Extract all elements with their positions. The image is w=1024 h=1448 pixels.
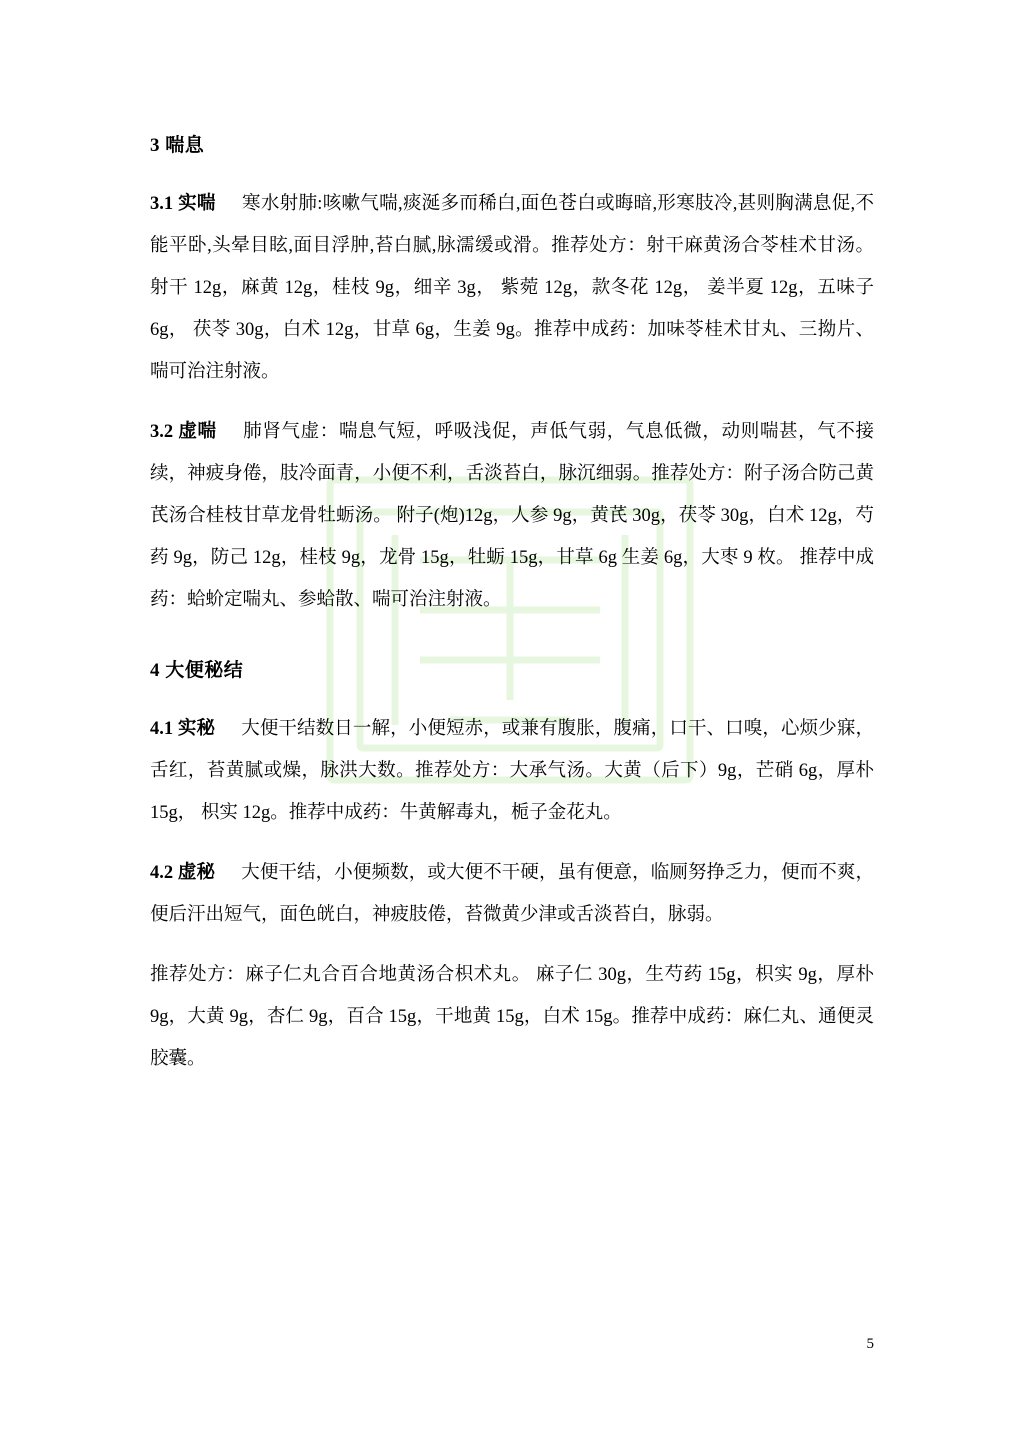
- section-heading-3: 3 喘息: [150, 135, 205, 156]
- page-number: 5: [866, 1336, 874, 1352]
- paragraph-3-1-text: 寒水射肺:咳嗽气喘,痰涎多而稀白,面色苍白或晦暗,形寒肢冷,甚则胸满息促,不能平卧,头晕目眩,面目浮肿,苔白腻,脉濡缓或滑。推荐处方：射干麻黄汤合苓桂术甘汤。 射干 12g，麻黄 12g，桂枝 9g，细辛 3g， 紫菀 12g，款冬花 12g， 姜半夏 12g，五味子 6g， 茯苓 30g，白术 12g，甘草 6g，生姜 9g。推荐中成药：加味苓桂术甘丸、三拗片、喘可治注射液。: [150, 194, 874, 382]
- paragraph-4-1: [150, 708, 874, 834]
- paragraph-4-1-text: 大便干结数日一解，小便短赤，或兼有腹胀，腹痛，口干、口嗅，心烦少寐，舌红，苔黄腻或燥，脉洪大数。推荐处方：大承气汤。大黄（后下）9g，芒硝 6g，厚朴 15g， 枳实 12g。推荐中成药：牛黄解毒丸，栀子金花丸。: [150, 719, 874, 823]
- paragraph-3-2-text: 肺肾气虚：喘息气短，呼吸浅促，声低气弱，气息低微，动则喘甚，气不接续，神疲身倦，肢冷面青，小便不利，舌淡苔白，脉沉细弱。推荐处方：附子汤合防己黄芪汤合桂枝甘草龙骨牡蛎汤。 附子(炮)12g，人参 9g，黄芪 30g，茯苓 30g，白术 12g，芍药 9g，防己 12g，桂枝 9g，龙骨 15g，牡蛎 15g，甘草 6g 生姜 6g，大枣 9 枚。 推荐中成药：蛤蚧定喘丸、参蛤散、喘可治注射液。: [150, 422, 874, 610]
- document-body: [150, 130, 874, 1080]
- paragraph-4-2-prescription-text: 推荐处方：麻子仁丸合百合地黄汤合枳术丸。 麻子仁 30g，生芍药 15g，枳实 9g，厚朴 9g，大黄 9g，杏仁 9g，百合 15g，干地黄 15g，白术 15g。推荐中成药：麻仁丸、通便灵胶囊。: [150, 965, 874, 1069]
- paragraph-4-2-prescription: [150, 954, 874, 1080]
- paragraph-4-2-text: 大便干结，小便频数，或大便不干硬，虽有便意，临厕努挣乏力，便而不爽，便后汗出短气，面色㿠白，神疲肢倦，苔微黄少津或舌淡苔白，脉弱。: [150, 863, 874, 925]
- paragraph-3-2: [150, 411, 874, 621]
- paragraph-4-2-lead: 4.2 虚秘: [150, 863, 216, 883]
- section-heading-4: 4 大便秘结: [150, 660, 244, 681]
- paragraph-4-2: [150, 852, 874, 936]
- paragraph-4-1-lead: 4.1 实秘: [150, 719, 216, 739]
- paragraph-3-1-lead: 3.1 实喘: [150, 194, 216, 214]
- paragraph-3-2-lead: 3.2 虚喘: [150, 422, 217, 442]
- paragraph-3-1: [150, 183, 874, 393]
